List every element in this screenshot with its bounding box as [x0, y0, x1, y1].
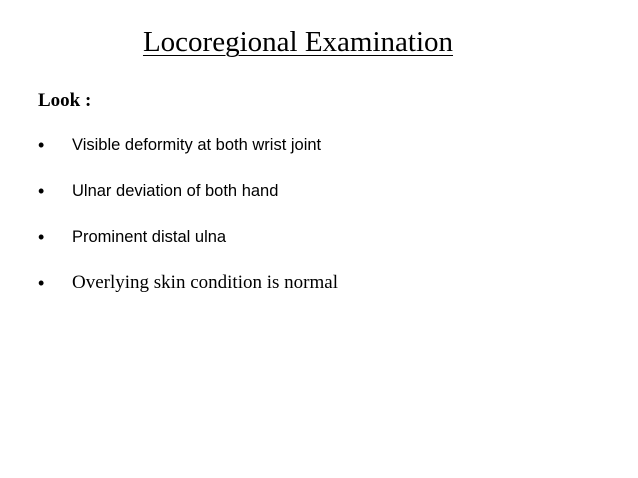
bullet-icon: •	[38, 273, 45, 293]
bullet-text: Prominent distal ulna	[72, 228, 227, 246]
slide-title: Locoregional Examination	[142, 26, 454, 58]
section-heading: Look :	[38, 90, 92, 111]
bullet-text: Ulnar deviation of both hand	[72, 182, 279, 200]
bullet-icon: •	[38, 181, 45, 201]
bullet-icon: •	[38, 227, 45, 247]
bullet-text: Visible deformity at both wrist joint	[72, 136, 322, 154]
bullet-text: Overlying skin condition is normal	[72, 272, 338, 293]
bullet-icon: •	[38, 135, 45, 155]
